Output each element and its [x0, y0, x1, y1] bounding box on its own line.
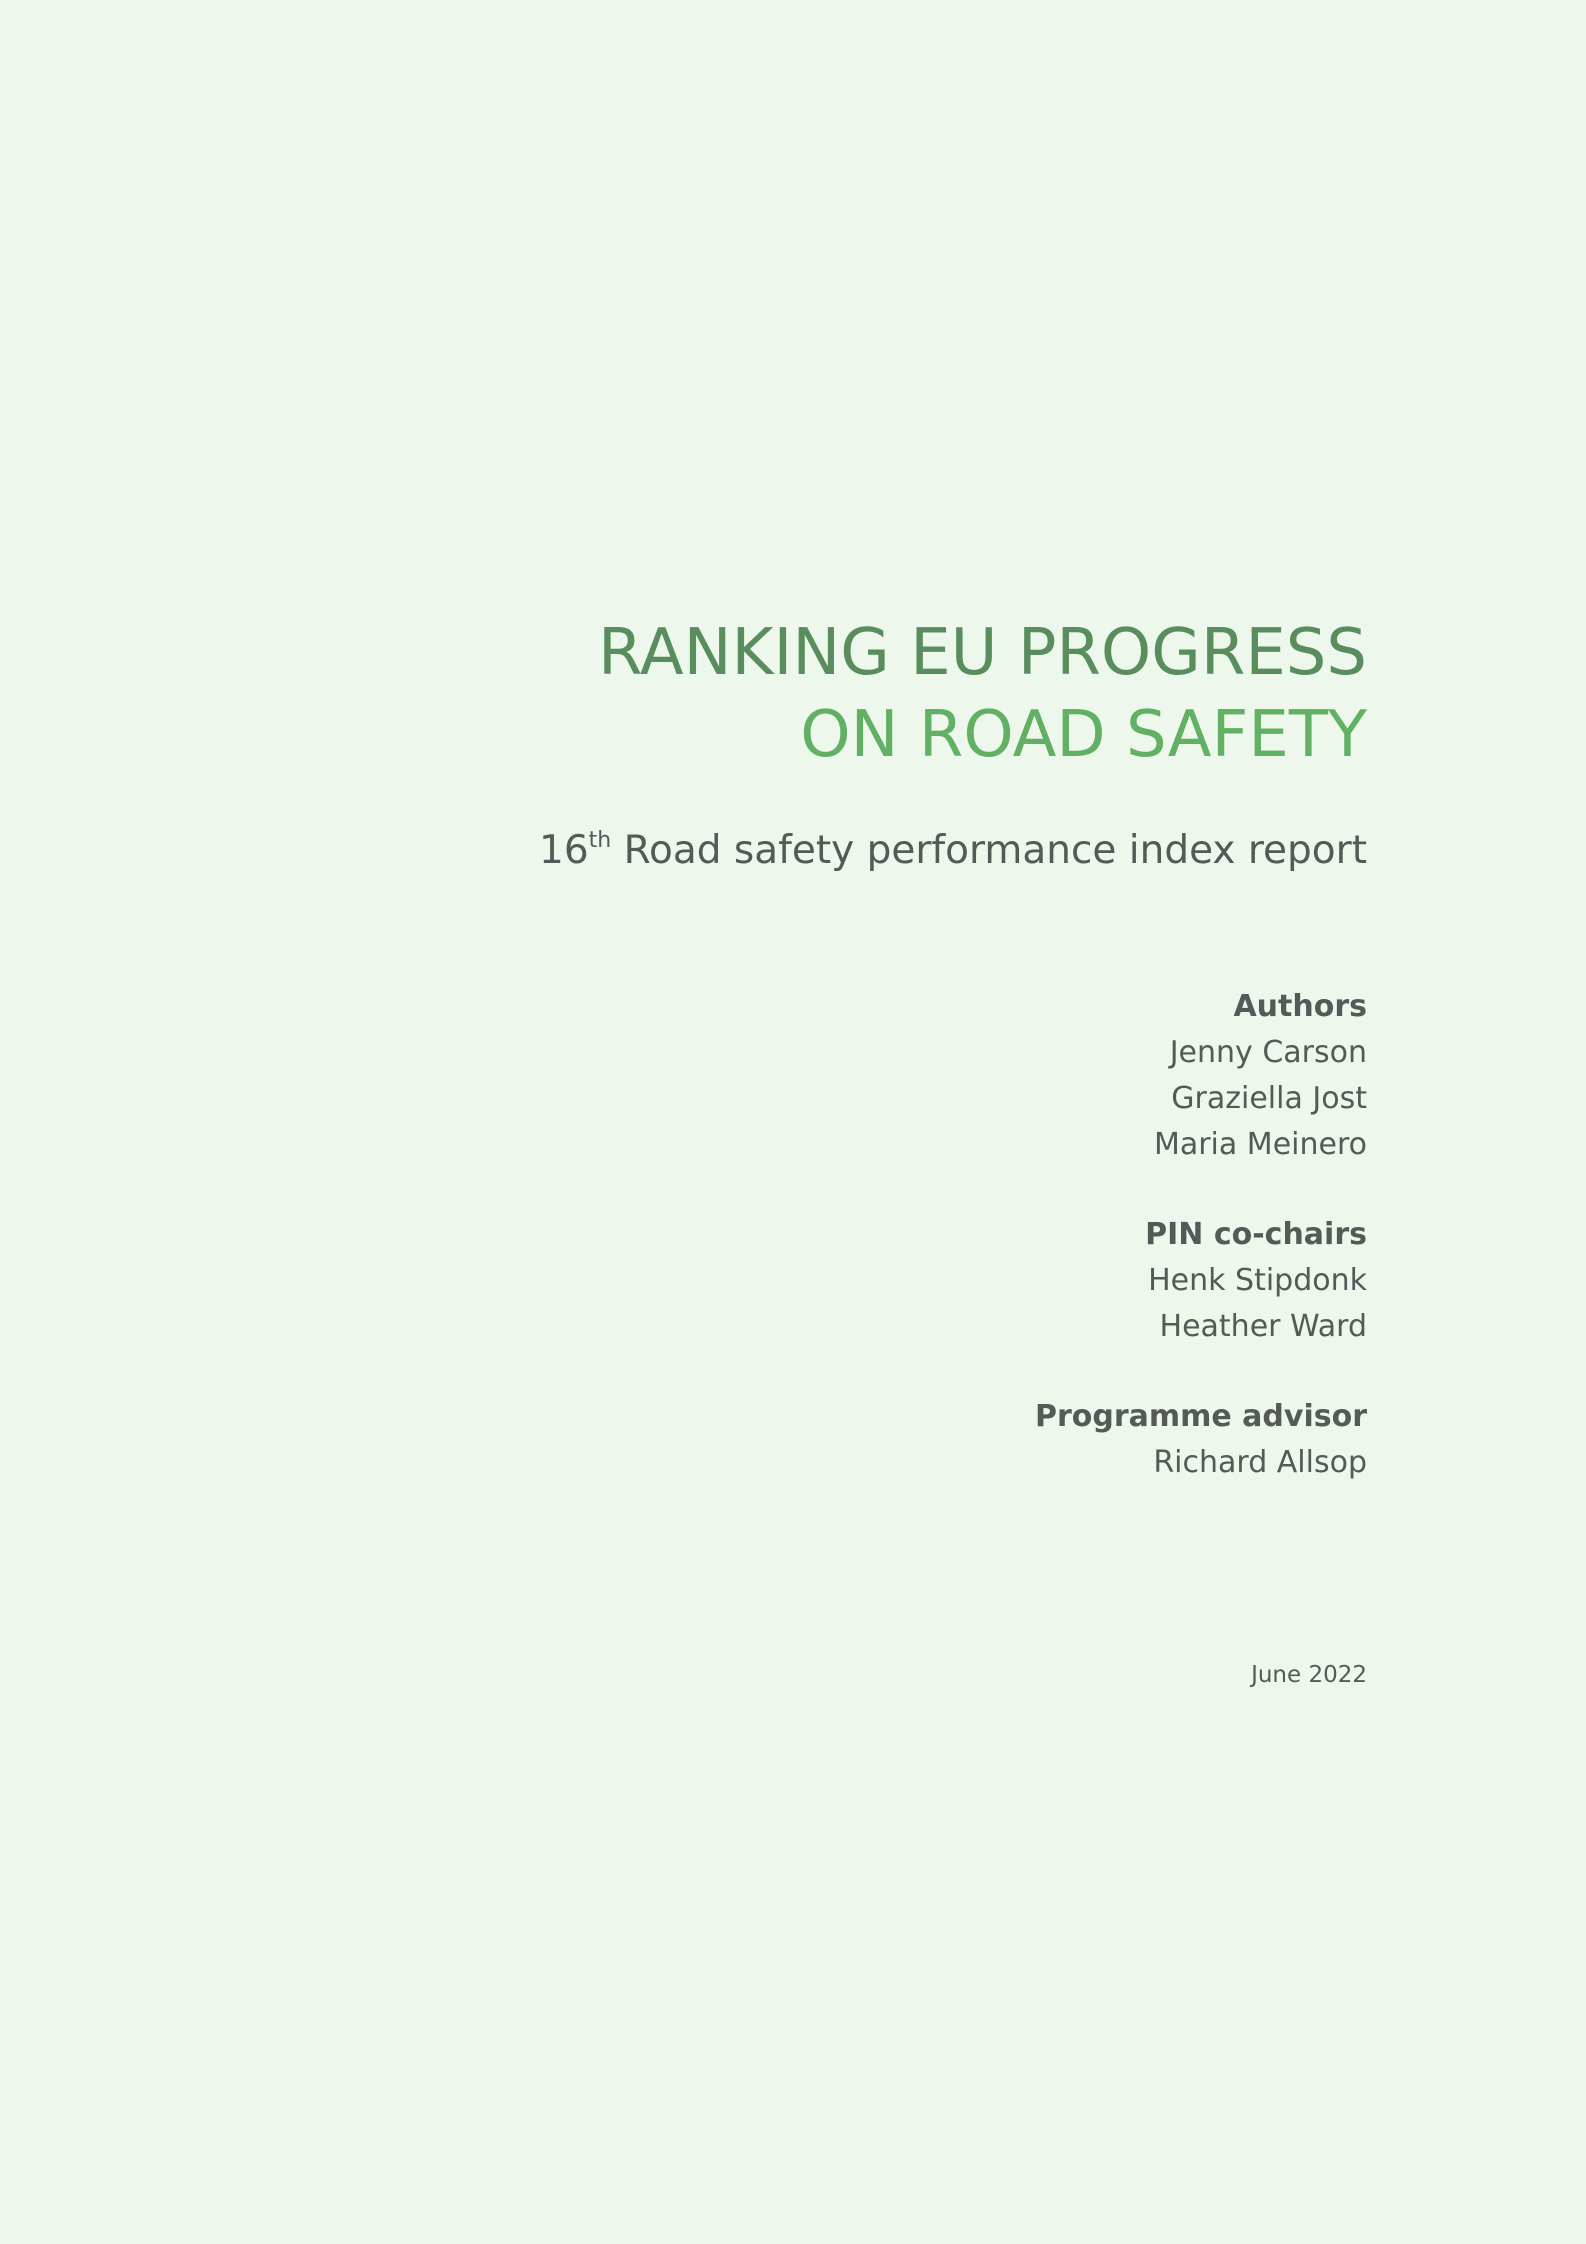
cover-content — [367, 612, 1367, 1530]
report-title — [367, 612, 1367, 776]
co-chair-name: Henk Stipdonk — [1148, 1263, 1367, 1298]
author-name: Graziella Jost — [1171, 1081, 1367, 1116]
programme-advisor-group — [367, 1394, 1367, 1486]
author-name: Jenny Carson — [1169, 1035, 1367, 1070]
credits-section — [367, 984, 1367, 1486]
pin-co-chairs-heading: PIN co-chairs — [1145, 1217, 1367, 1252]
subtitle-ordinal-number: 16 — [539, 828, 589, 873]
subtitle-ordinal-suffix: th — [588, 828, 612, 853]
publication-date: June 2022 — [1251, 1662, 1367, 1688]
programme-advisor-heading: Programme advisor — [1034, 1399, 1367, 1434]
author-name: Maria Meinero — [1153, 1127, 1367, 1162]
title-line-1: RANKING EU PROGRESS — [598, 616, 1367, 690]
pin-co-chairs-group — [367, 1212, 1367, 1350]
advisor-name: Richard Allsop — [1153, 1445, 1367, 1480]
co-chair-name: Heather Ward — [1159, 1309, 1367, 1344]
report-subtitle — [367, 826, 1367, 876]
subtitle-text: Road safety performance index report — [611, 828, 1367, 873]
authors-heading: Authors — [1233, 989, 1367, 1024]
title-line-2: ON ROAD SAFETY — [800, 698, 1367, 772]
authors-group — [367, 984, 1367, 1168]
